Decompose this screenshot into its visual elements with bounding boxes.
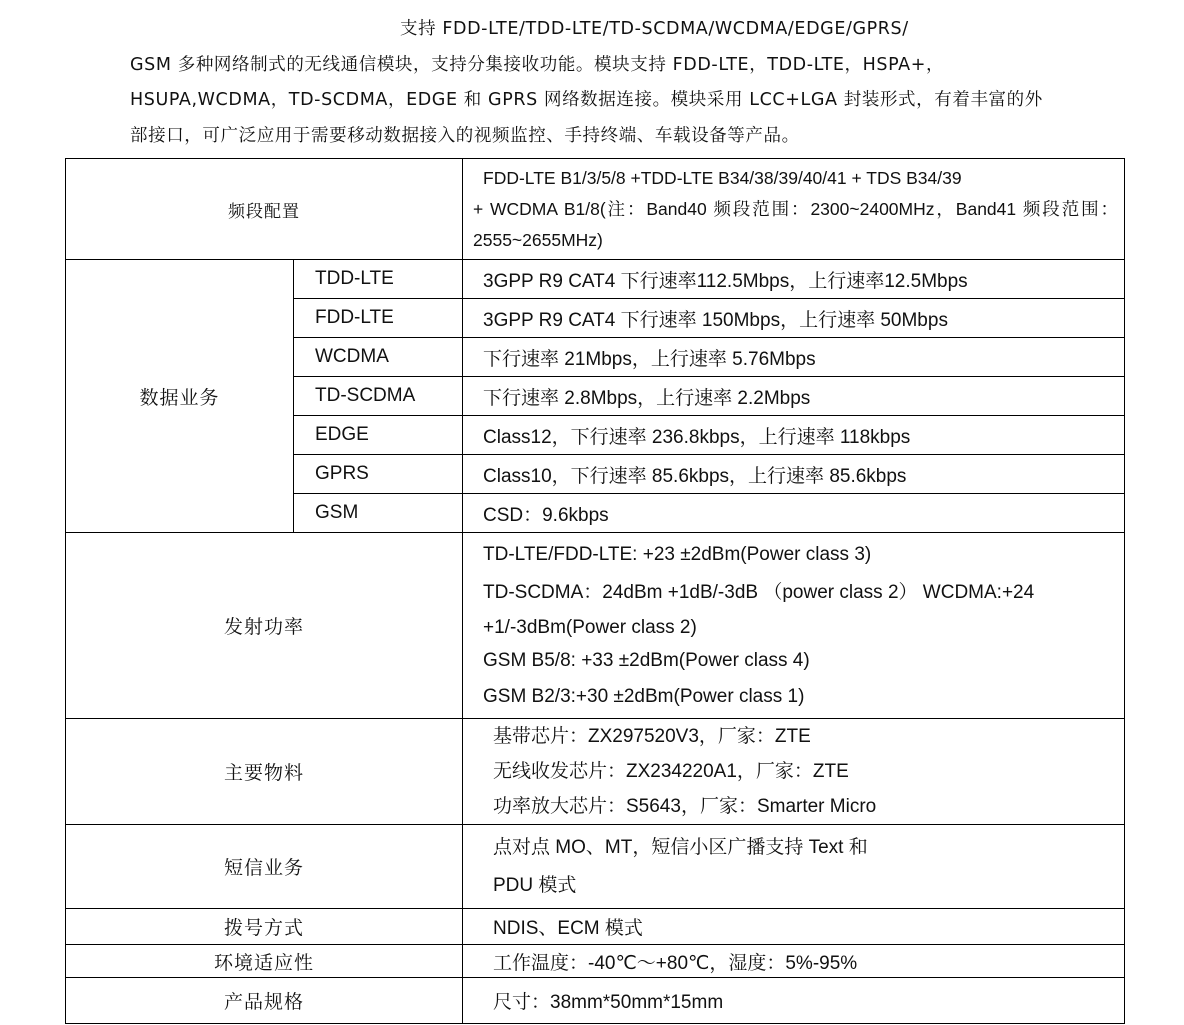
band-config-value: [463, 159, 1125, 260]
table-row: [66, 978, 1125, 1024]
data-rate-cell: 下行速率 2.8Mbps，上行速率 2.2Mbps: [463, 377, 1125, 416]
material-line: 无线收发芯片：ZX234220A1，厂家：ZTE: [493, 761, 849, 782]
data-rate-cell: 3GPP R9 CAT4 下行速率112.5Mbps，上行速率12.5Mbps: [463, 260, 1125, 299]
intro-line: 支持 FDD-LTE/TDD-LTE/TD-SCDMA/WCDMA/EDGE/GPRS/: [400, 19, 909, 39]
tx-power-line: GSM B2/3:+30 ±2dBm(Power class 1): [483, 685, 805, 707]
row-label-size: 产品规格: [66, 978, 463, 1024]
material-line: 功率放大芯片：S5643，厂家：Smarter Micro: [493, 796, 877, 817]
tx-power-value: [463, 533, 1125, 719]
data-mode-cell: TDD-LTE: [294, 260, 463, 299]
intro-line: HSUPA,WCDMA，TD-SCDMA，EDGE 和 GPRS 网络数据连接。模块采用 LCC+LGA 封装形式，有着丰富的外: [130, 90, 1043, 110]
env-value: 工作温度：-40℃～+80℃，湿度：5%-95%: [463, 945, 1125, 978]
row-label-dial: 拨号方式: [66, 909, 463, 945]
data-mode-cell: GSM: [294, 494, 463, 533]
dial-value: NDIS、ECM 模式: [463, 909, 1125, 945]
row-label-tx-power: 发射功率: [66, 533, 463, 719]
data-rate-cell: CSD：9.6kbps: [463, 494, 1125, 533]
data-mode-cell: EDGE: [294, 416, 463, 455]
data-mode-cell: FDD-LTE: [294, 299, 463, 338]
tx-power-line: TD-SCDMA：24dBm +1dB/-3dB （power class 2） WCDMA:+24: [483, 581, 1035, 603]
intro-line: GSM 多种网络制式的无线通信模块，支持分集接收功能。模块支持 FDD-LTE，TDD-LTE，HSPA+，: [130, 54, 945, 75]
sms-line: PDU 模式: [493, 874, 577, 896]
row-label-band: 频段配置: [66, 159, 463, 260]
tx-power-line: +1/-3dBm(Power class 2): [483, 616, 697, 638]
sms-value: [463, 825, 1125, 909]
materials-value: [463, 719, 1125, 825]
band-line: + WCDMA B1/8(注：Band40 频段范围：2300~2400MHz，Band41 频段范围：2555~2655MHz): [473, 198, 1118, 250]
tx-power-line: GSM B5/8: +33 ±2dBm(Power class 4): [483, 649, 810, 671]
data-rate-cell: Class12，下行速率 236.8kbps，上行速率 118kbps: [463, 416, 1125, 455]
intro-line: 部接口，可广泛应用于需要移动数据接入的视频监控、手持终端、车载设备等产品。: [130, 125, 800, 146]
intro-paragraph: [130, 12, 1110, 154]
data-rate-cell: 3GPP R9 CAT4 下行速率 150Mbps，上行速率 50Mbps: [463, 299, 1125, 338]
tx-power-line: TD-LTE/FDD-LTE: +23 ±2dBm(Power class 3): [483, 543, 872, 565]
table-row: [66, 909, 1125, 945]
data-mode-cell: TD-SCDMA: [294, 377, 463, 416]
data-rate-cell: Class10，下行速率 85.6kbps，上行速率 85.6kbps: [463, 455, 1125, 494]
table-row: [66, 719, 1125, 825]
row-label-materials: 主要物料: [66, 719, 463, 825]
row-label-env: 环境适应性: [66, 945, 463, 978]
spec-table: [65, 158, 1125, 1024]
table-row: [66, 825, 1125, 909]
data-rate-cell: 下行速率 21Mbps，上行速率 5.76Mbps: [463, 338, 1125, 377]
band-line: FDD-LTE B1/3/5/8 +TDD-LTE B34/38/39/40/41 + TDS B34/39: [483, 167, 962, 188]
sms-line: 点对点 MO、MT，短信小区广播支持 Text 和: [493, 836, 868, 858]
table-row: [66, 260, 1125, 299]
table-row: [66, 159, 1125, 260]
material-line: 基带芯片：ZX297520V3，厂家：ZTE: [493, 726, 811, 747]
row-label-data: 数据业务: [66, 260, 294, 533]
table-row: [66, 533, 1125, 719]
table-row: [66, 945, 1125, 978]
size-value: 尺寸：38mm*50mm*15mm: [463, 978, 1125, 1024]
row-label-sms: 短信业务: [66, 825, 463, 909]
data-mode-cell: GPRS: [294, 455, 463, 494]
data-mode-cell: WCDMA: [294, 338, 463, 377]
